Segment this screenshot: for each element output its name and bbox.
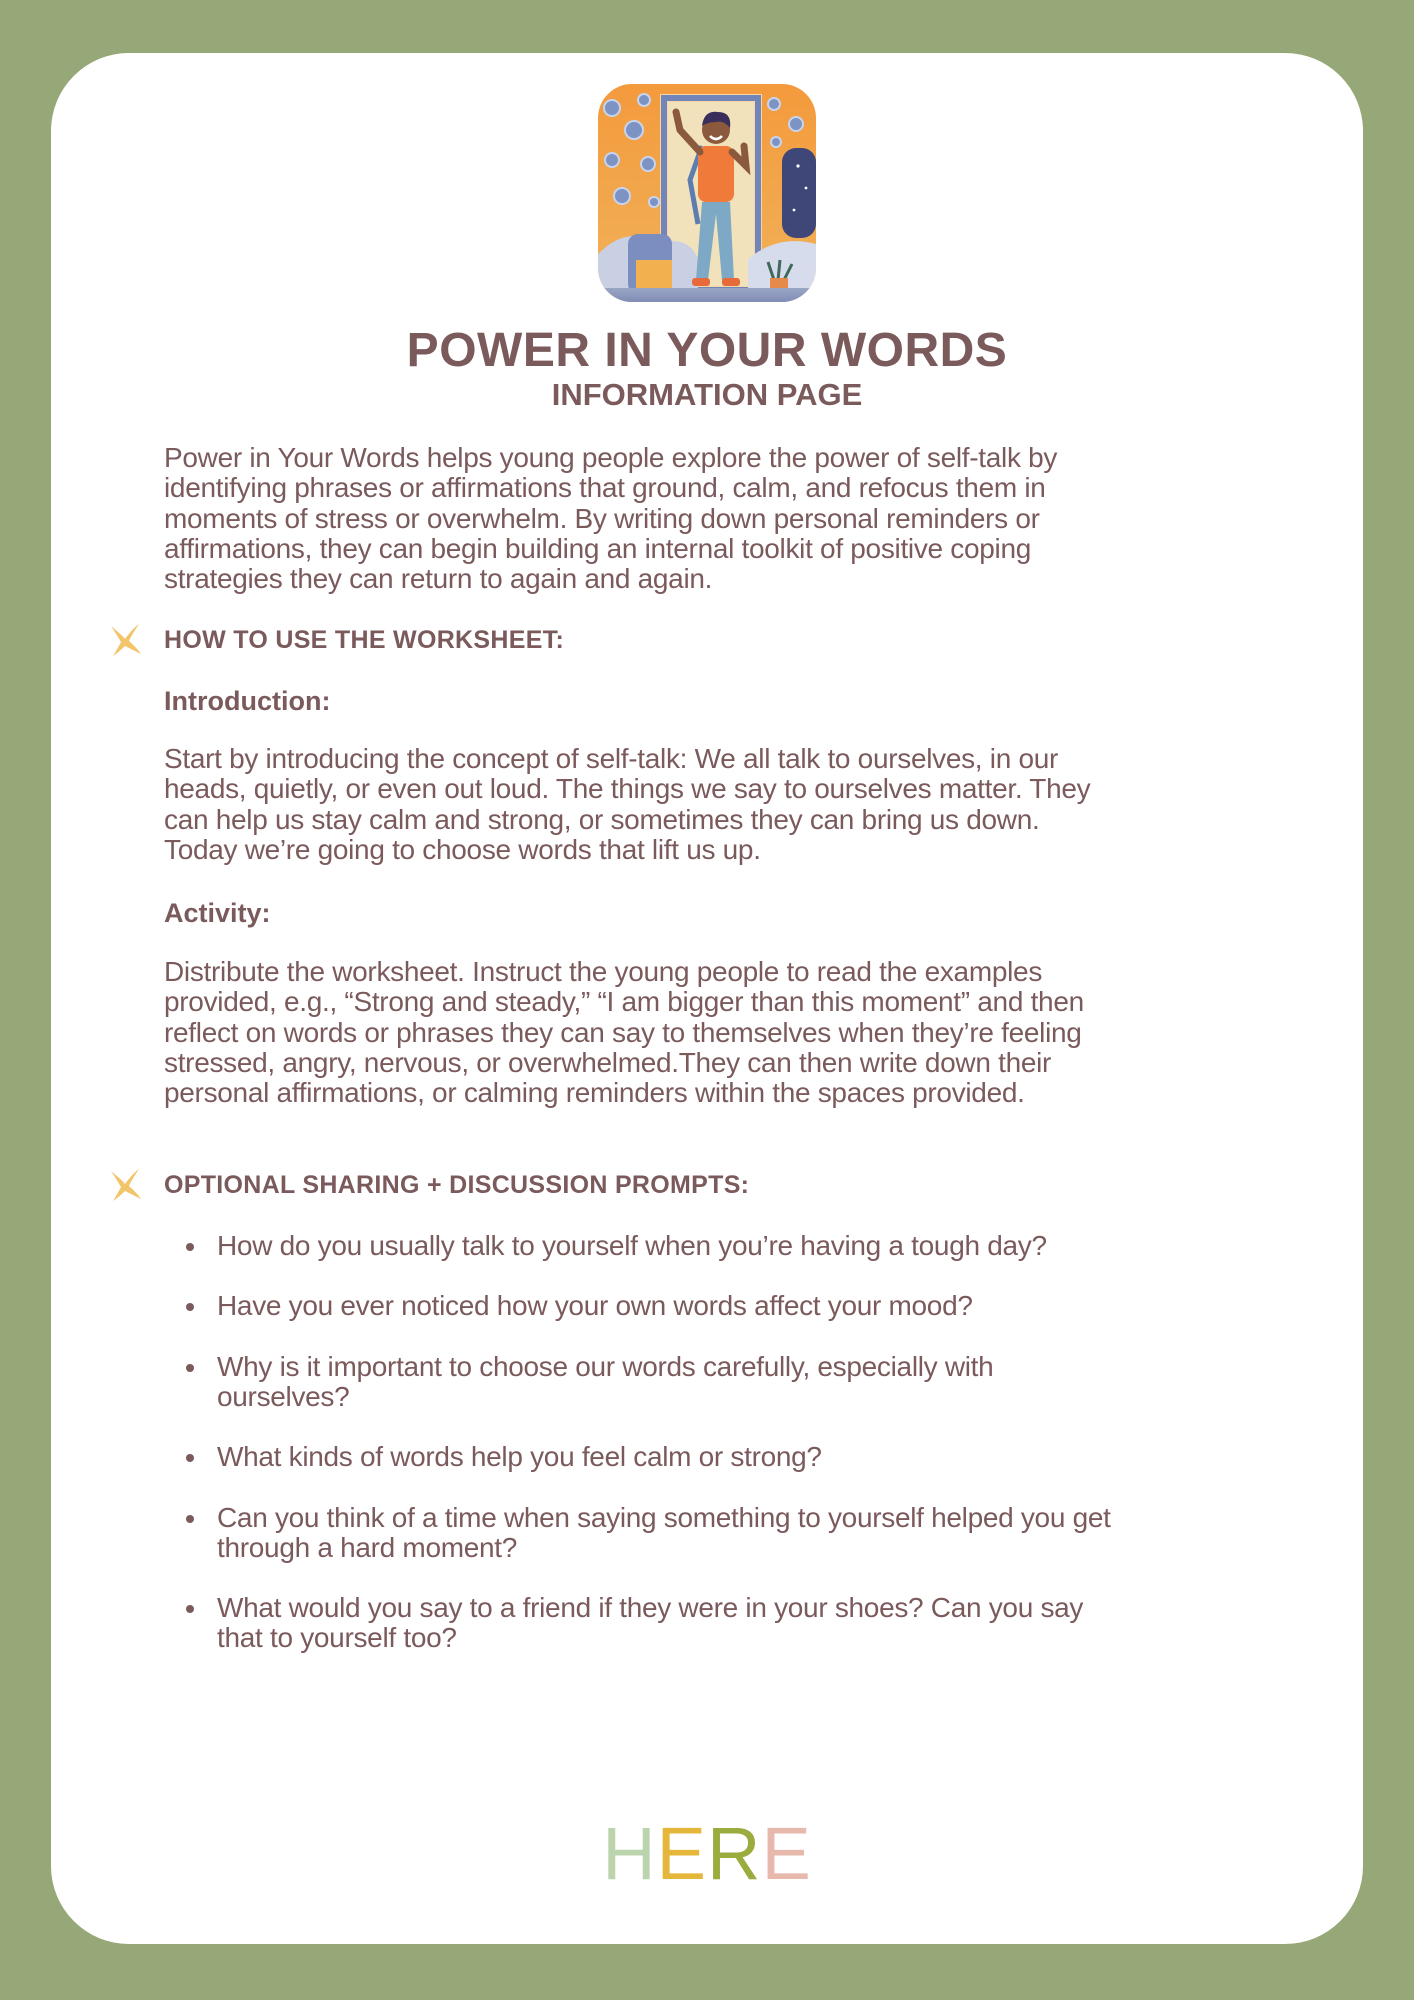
sparkle-star-icon bbox=[107, 1167, 143, 1203]
discussion-heading: OPTIONAL SHARING + DISCUSSION PROMPTS: bbox=[164, 1171, 750, 1199]
list-item bbox=[217, 1231, 1277, 1261]
page-subtitle: INFORMATION PAGE bbox=[551, 377, 863, 412]
here-logo bbox=[0, 1812, 1414, 1895]
text-line: What kinds of words help you feel calm or strong? bbox=[217, 1441, 822, 1472]
bullet bbox=[186, 1515, 194, 1523]
logo-letter-r: R bbox=[707, 1812, 762, 1895]
text-line: can help us stay calm and strong, or sometimes they can bring us down. bbox=[164, 803, 1040, 835]
text-line: Why is it important to choose our words carefully, especially with bbox=[217, 1351, 994, 1382]
star-shape bbox=[111, 624, 141, 656]
text-line: affirmations, they can begin building an internal toolkit of positive coping bbox=[164, 532, 1032, 564]
text-line: Power in Your Words helps young people explore the power of self-talk by bbox=[164, 442, 1058, 473]
text-line: stressed, angry, nervous, or overwhelmed.They can then write down their bbox=[164, 1046, 1052, 1078]
text-line: personal affirmations, or calming reminders within the spaces provided. bbox=[164, 1077, 1025, 1109]
text-line: Distribute the worksheet. Instruct the young people to read the examples bbox=[164, 956, 1043, 987]
bullet bbox=[186, 1243, 194, 1251]
bullet bbox=[186, 1303, 194, 1311]
logo-letter-e: E bbox=[761, 1812, 812, 1895]
activity-paragraph bbox=[164, 957, 1244, 1108]
text-line: What would you say to a friend if they were in your shoes? Can you say bbox=[217, 1592, 1084, 1623]
intro-paragraph bbox=[164, 443, 1244, 594]
bullet bbox=[186, 1364, 194, 1372]
bullet bbox=[186, 1454, 194, 1462]
bullet bbox=[186, 1605, 194, 1613]
text-line: How do you usually talk to yourself when you’re having a tough day? bbox=[217, 1230, 1047, 1261]
hero-illustration bbox=[598, 84, 816, 302]
how-to-use-heading: HOW TO USE THE WORKSHEET: bbox=[164, 626, 565, 654]
list-item bbox=[217, 1442, 1277, 1472]
text-line: heads, quietly, or even out loud. The things we say to ourselves matter. They bbox=[164, 773, 1091, 805]
sparkle-star-icon bbox=[107, 622, 143, 658]
text-line: provided, e.g., “Strong and steady,” “I am bigger than this moment” and then bbox=[164, 986, 1084, 1018]
text-line: Start by introducing the concept of self-talk: We all talk to ourselves, in our bbox=[164, 743, 1059, 774]
logo-letter-e: E bbox=[656, 1812, 707, 1895]
activity-label: Activity: bbox=[164, 898, 271, 928]
star-shape bbox=[111, 1169, 141, 1201]
text-line: Can you think of a time when saying something to yourself helped you get bbox=[217, 1502, 1111, 1533]
introduction-paragraph bbox=[164, 744, 1244, 865]
text-line: strategies they can return to again and again. bbox=[164, 563, 713, 595]
text-line: that to yourself too? bbox=[217, 1622, 457, 1654]
page-title: POWER IN YOUR WORDS bbox=[406, 324, 1008, 377]
list-item bbox=[217, 1503, 1277, 1564]
text-line: Today we’re going to choose words that lift us up. bbox=[164, 833, 761, 865]
logo-letter-h: H bbox=[602, 1812, 657, 1895]
text-line: ourselves? bbox=[217, 1381, 350, 1413]
list-item bbox=[217, 1352, 1277, 1413]
text-line: reflect on words or phrases they can say to themselves when they’re feeling bbox=[164, 1016, 1082, 1048]
text-line: Have you ever noticed how your own words affect your mood? bbox=[217, 1290, 973, 1321]
text-line: moments of stress or overwhelm. By writing down personal reminders or bbox=[164, 502, 1040, 534]
introduction-label: Introduction: bbox=[164, 686, 331, 716]
list-item bbox=[217, 1593, 1277, 1654]
list-item bbox=[217, 1291, 1277, 1321]
text-line: through a hard moment? bbox=[217, 1532, 518, 1564]
text-line: identifying phrases or affirmations that ground, calm, and refocus them in bbox=[164, 472, 1046, 504]
